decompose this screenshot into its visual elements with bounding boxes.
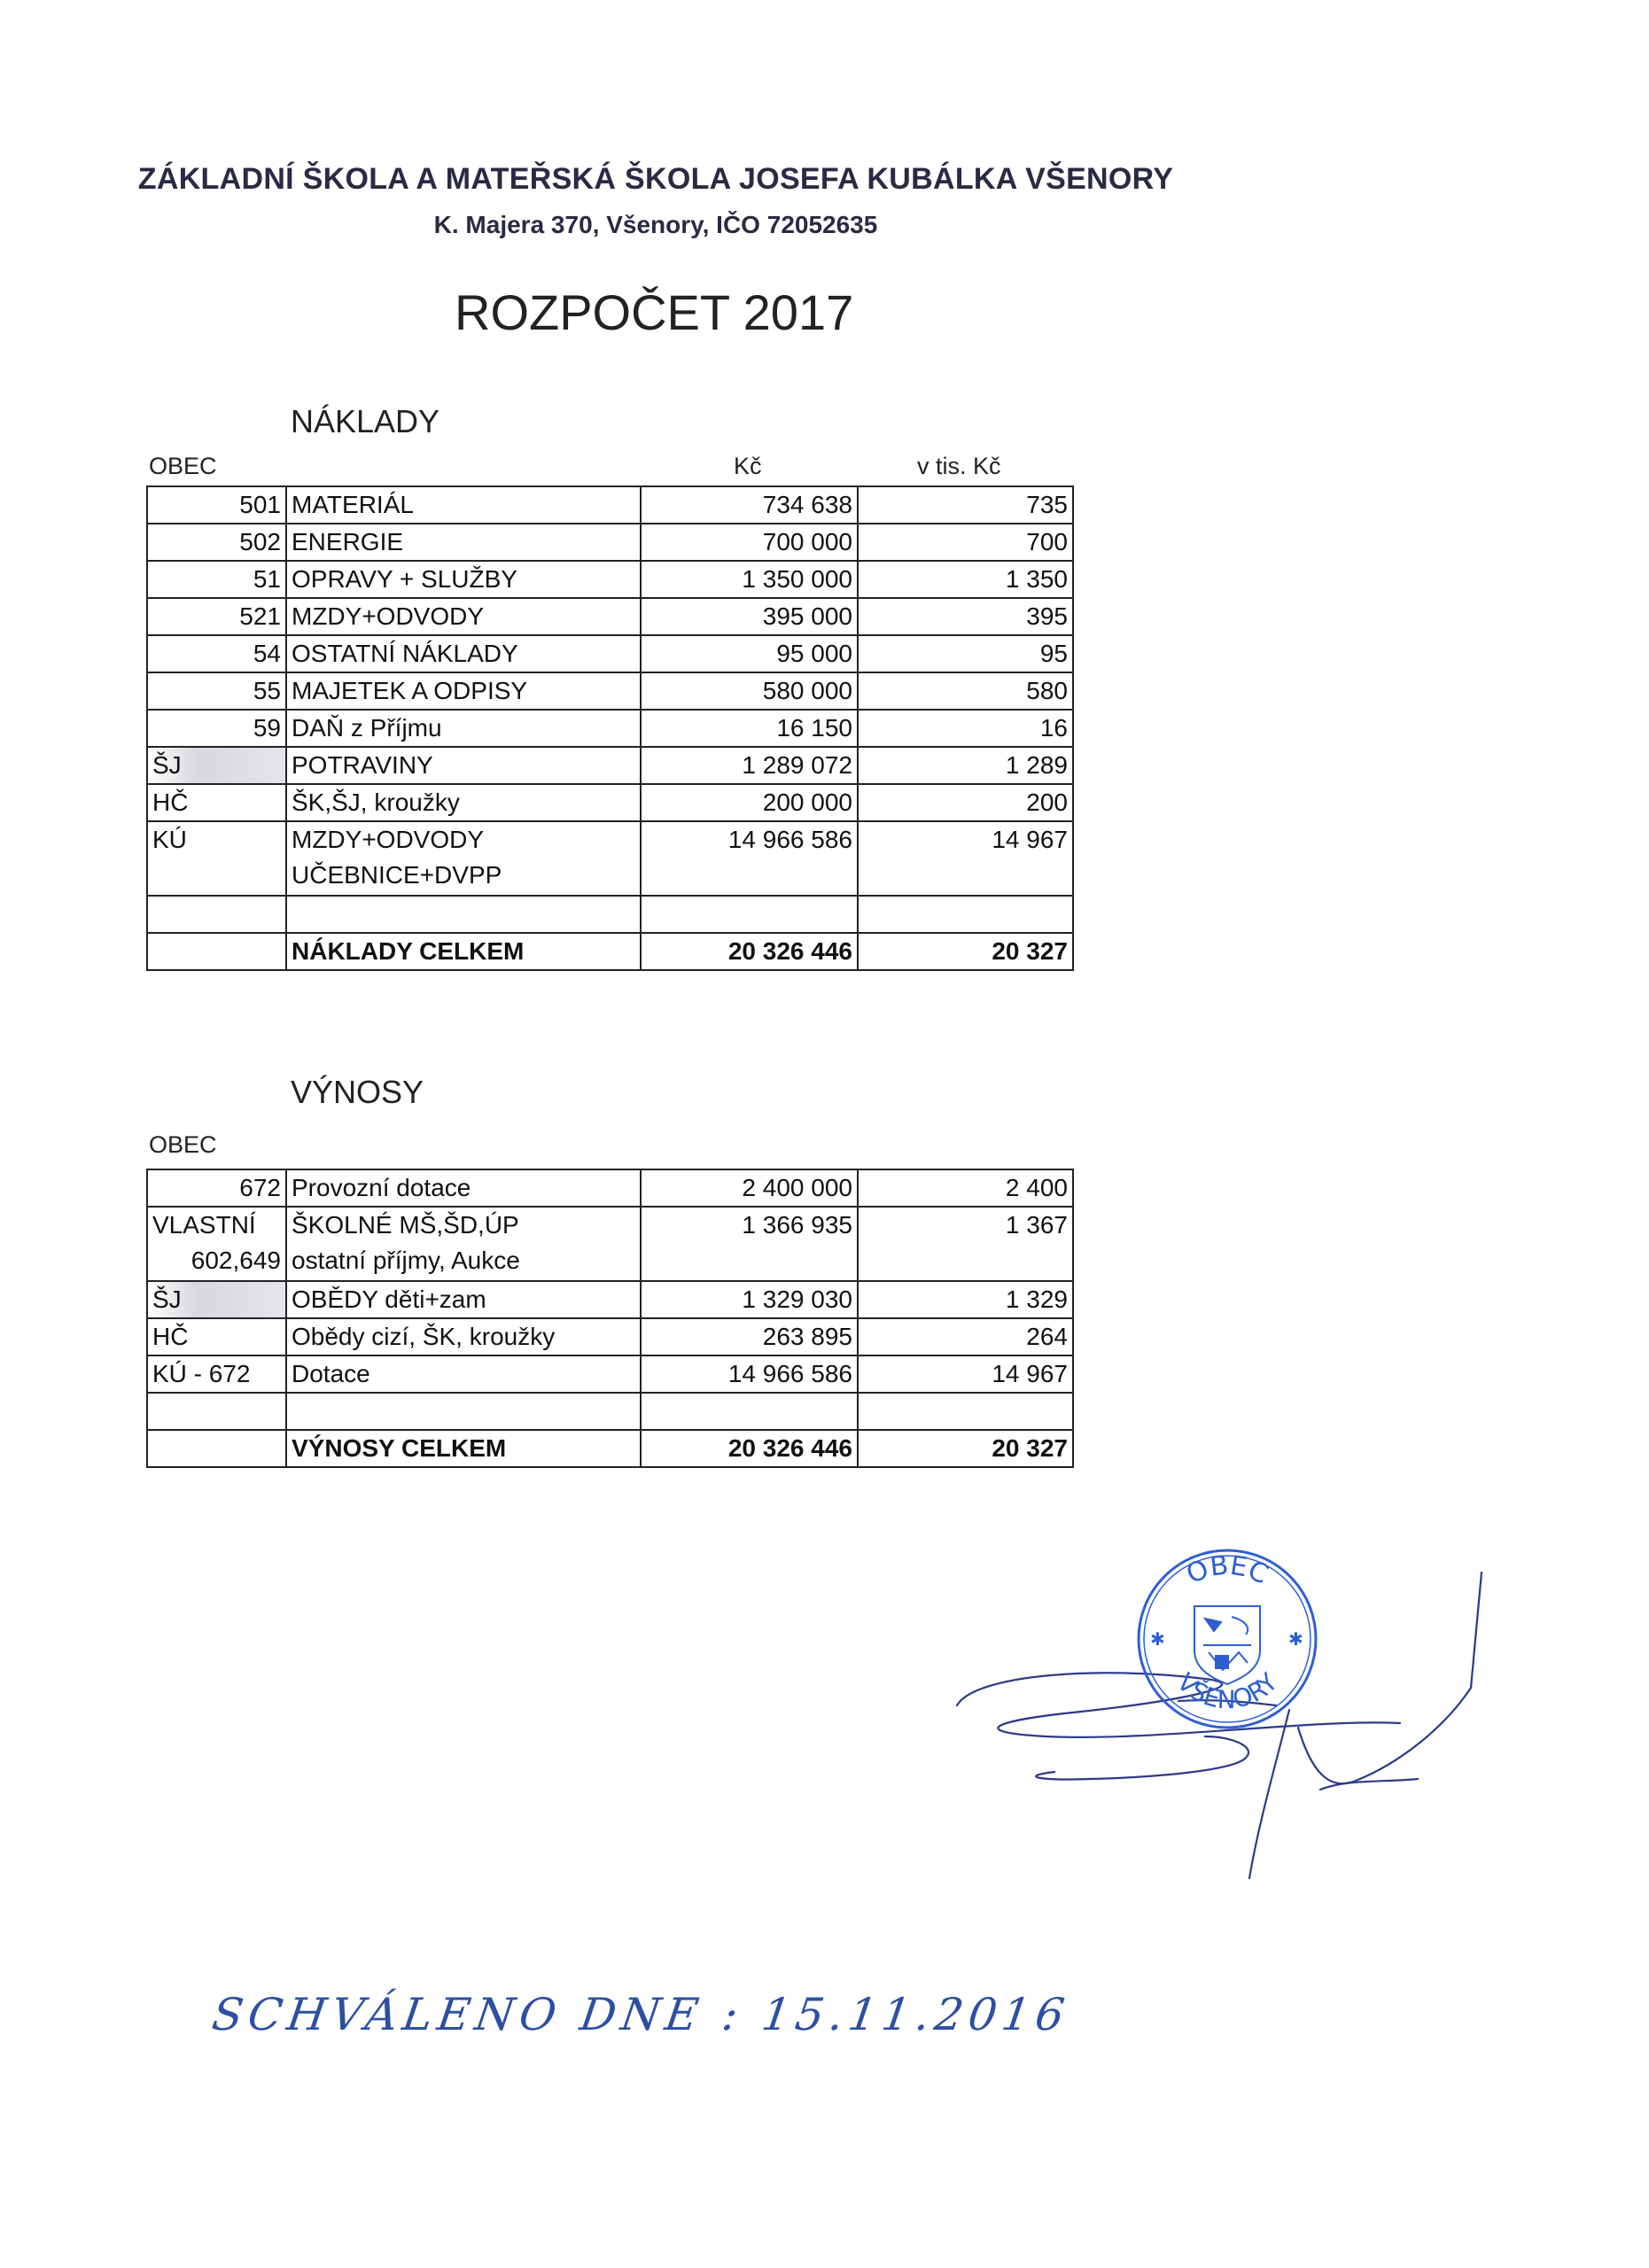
table-row: [147, 1281, 1073, 1318]
row-name-line1: MZDY+ODVODY: [292, 826, 485, 853]
naklady-table: [146, 485, 1074, 971]
row-code: [147, 1207, 286, 1281]
row-tis: 1 367: [858, 1207, 1073, 1281]
row-kc: 1 350 000: [641, 561, 858, 598]
row-code: 502: [147, 524, 286, 561]
row-tis: 580: [858, 672, 1073, 710]
school-name: ZÁKLADNÍ ŠKOLA A MATEŘSKÁ ŠKOLA JOSEFA KUBÁLKA VŠENORY: [137, 162, 1174, 196]
row-kc: 580 000: [641, 672, 858, 710]
table-row: [147, 747, 1073, 784]
table-row: [147, 710, 1073, 747]
total-kc: 20 326 446: [641, 933, 858, 970]
row-tis: 14 967: [858, 1355, 1073, 1393]
row-code: HČ: [147, 1318, 286, 1355]
row-name: OBĚDY děti+zam: [286, 1281, 641, 1318]
row-kc: 700 000: [641, 524, 858, 561]
total-tis: 20 327: [858, 1430, 1073, 1467]
row-tis: 95: [858, 635, 1073, 672]
row-tis: 395: [858, 598, 1073, 635]
row-code-line2: 602,649: [191, 1247, 281, 1274]
row-kc: 14 966 586: [641, 1355, 858, 1393]
table-row: [147, 598, 1073, 635]
vynosy-table: [146, 1169, 1074, 1468]
total-row: [147, 1430, 1073, 1467]
row-tis: 700: [858, 524, 1073, 561]
document-title: ROZPOČET 2017: [455, 284, 854, 340]
row-tis: 2 400: [858, 1169, 1073, 1207]
row-code: KÚ - 672: [147, 1355, 286, 1393]
row-kc: 95 000: [641, 635, 858, 672]
row-name: DAŇ z Příjmu: [286, 710, 641, 747]
row-kc: 263 895: [641, 1318, 858, 1355]
row-name: OPRAVY + SLUŽBY: [286, 561, 641, 598]
table-row: [147, 1207, 1073, 1281]
stamp-bottom-text: VŠENORY: [1171, 1667, 1284, 1715]
row-kc: 2 400 000: [641, 1169, 858, 1207]
row-kc: 395 000: [641, 598, 858, 635]
row-kc: 200 000: [641, 784, 858, 821]
row-code: HČ: [147, 784, 286, 821]
table-row: [147, 1169, 1073, 1207]
row-tis: 1 289: [858, 747, 1073, 784]
school-address: K. Majera 370, Všenory, IČO 72052635: [433, 211, 878, 238]
row-name: ENERGIE: [286, 524, 641, 561]
row-kc: 1 366 935: [641, 1207, 858, 1281]
row-name: POTRAVINY: [286, 747, 641, 784]
table-row: [147, 1318, 1073, 1355]
svg-text:✱: ✱: [1288, 1630, 1303, 1650]
row-name: Dotace: [286, 1355, 641, 1393]
row-tis: 1 329: [858, 1281, 1073, 1318]
table-row: [147, 524, 1073, 561]
table-row: [147, 486, 1073, 524]
row-tis: 735: [858, 486, 1073, 524]
row-code-line1: VLASTNÍ: [152, 1211, 256, 1239]
row-code: 54: [147, 635, 286, 672]
row-code: ŠJ: [147, 747, 286, 784]
total-label: VÝNOSY CELKEM: [286, 1430, 641, 1467]
naklady-heading: NÁKLADY: [291, 403, 440, 439]
row-name: Obědy cizí, ŠK, kroužky: [286, 1318, 641, 1355]
row-code: 55: [147, 672, 286, 710]
row-name: [286, 1207, 641, 1281]
row-name: [286, 821, 641, 896]
stamp-star-icon: [1150, 1630, 1303, 1650]
row-code: 672: [147, 1169, 286, 1207]
row-name: MZDY+ODVODY: [286, 598, 641, 635]
row-code: 521: [147, 598, 286, 635]
row-kc: 16 150: [641, 710, 858, 747]
row-name: Provozní dotace: [286, 1169, 641, 1207]
table-row: [147, 821, 1073, 896]
coat-of-arms-icon: [1194, 1606, 1260, 1684]
row-code: ŠJ: [147, 1281, 286, 1318]
row-tis: 16: [858, 710, 1073, 747]
official-stamp: [1134, 1546, 1320, 1732]
row-code: KÚ: [147, 821, 286, 896]
row-name: MATERIÁL: [286, 486, 641, 524]
naklady-group-label: OBEC: [149, 453, 217, 479]
stamp-top-text: OBEC: [1181, 1550, 1273, 1591]
row-name-line2: UČEBNICE+DVPP: [292, 861, 502, 889]
row-kc: 1 329 030: [641, 1281, 858, 1318]
row-tis: 264: [858, 1318, 1073, 1355]
vynosy-heading: VÝNOSY: [291, 1074, 424, 1110]
row-code: 59: [147, 710, 286, 747]
table-row: [147, 635, 1073, 672]
row-name: OSTATNÍ NÁKLADY: [286, 635, 641, 672]
naklady-col-kc: Kč: [734, 453, 762, 479]
row-tis: 200: [858, 784, 1073, 821]
total-row: [147, 933, 1073, 970]
row-name-line1: ŠKOLNÉ MŠ,ŠD,ÚP: [292, 1211, 519, 1239]
approval-note: SCHVÁLENO DNE : 15.11.2016: [208, 1989, 1073, 2040]
total-label: NÁKLADY CELKEM: [286, 933, 641, 970]
table-row: [147, 784, 1073, 821]
table-row: [147, 672, 1073, 710]
total-kc: 20 326 446: [641, 1430, 858, 1467]
naklady-col-tis: v tis. Kč: [917, 453, 1001, 479]
row-name: MAJETEK A ODPISY: [286, 672, 641, 710]
row-name: ŠK,ŠJ, kroužky: [286, 784, 641, 821]
row-kc: 1 289 072: [641, 747, 858, 784]
row-name-line2: ostatní příjmy, Aukce: [292, 1247, 520, 1274]
row-kc: 14 966 586: [641, 821, 858, 896]
table-row: [147, 1355, 1073, 1393]
empty-row: [147, 1393, 1073, 1430]
empty-row: [147, 896, 1073, 933]
total-tis: 20 327: [858, 933, 1073, 970]
row-code: 501: [147, 486, 286, 524]
vynosy-group-label: OBEC: [149, 1131, 217, 1158]
row-kc: 734 638: [641, 486, 858, 524]
row-tis: 1 350: [858, 561, 1073, 598]
row-code: 51: [147, 561, 286, 598]
table-row: [147, 561, 1073, 598]
row-tis: 14 967: [858, 821, 1073, 896]
svg-text:✱: ✱: [1150, 1630, 1165, 1650]
